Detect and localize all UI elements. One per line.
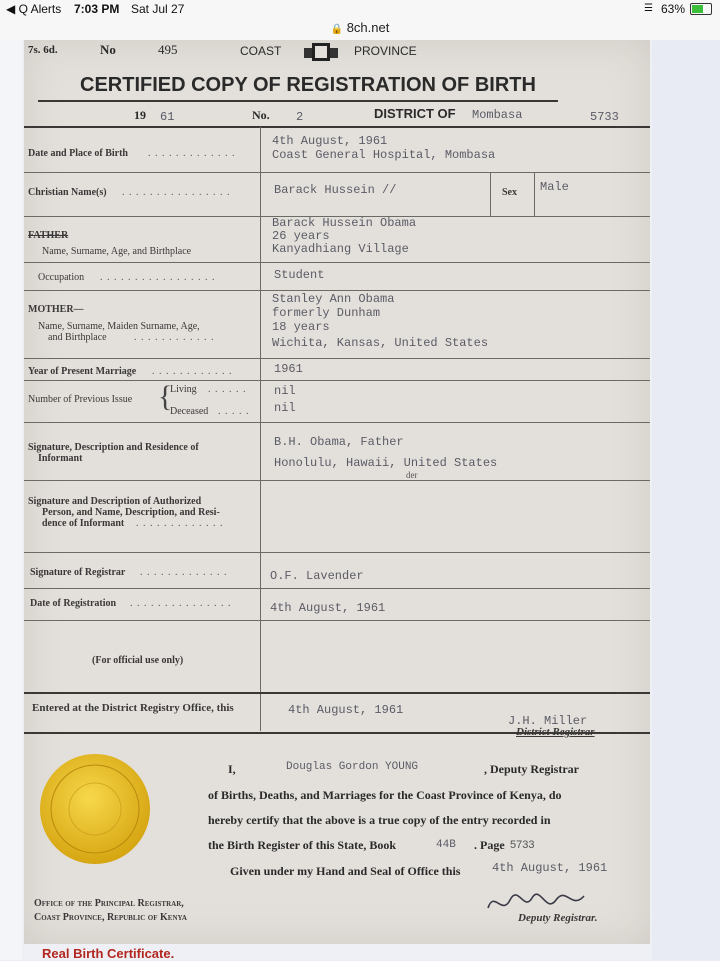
- mother-name: Stanley Ann Obama: [272, 292, 395, 306]
- lock-icon: 🔒: [330, 24, 344, 35]
- title-underline: [38, 100, 558, 102]
- father-name: Barack Hussein Obama: [272, 216, 417, 230]
- sex-label: Sex: [502, 187, 517, 198]
- row-rule: [24, 290, 650, 291]
- mother-maiden-name: formerly Dunham: [272, 306, 381, 320]
- authorized-label-2: Person, and Name, Description, and Resi-: [42, 507, 220, 518]
- right-margin: [652, 40, 720, 960]
- clock: 7:03 PM: [74, 2, 120, 16]
- entered-date: 4th August, 1961: [288, 703, 404, 717]
- registrar-signature: O.F. Lavender: [270, 569, 364, 583]
- district-value: Mombasa: [472, 108, 523, 122]
- leader-dots: . . . . . . . . . . . .: [152, 366, 233, 377]
- cert-line-4a: the Birth Register of this State, Book: [208, 838, 397, 852]
- previous-issue-label: Number of Previous Issue: [28, 394, 133, 405]
- mother-label: MOTHER—: [28, 304, 84, 315]
- battery-icon: [690, 3, 712, 15]
- mother-sub-label-1: Name, Surname, Maiden Surname, Age,: [38, 321, 200, 332]
- date: Sat Jul 27: [131, 2, 185, 16]
- year-prefix: 19: [134, 108, 146, 122]
- deceased-value: nil: [274, 401, 296, 415]
- header-rule: [24, 126, 650, 128]
- url-text: 8ch.net: [346, 20, 390, 35]
- living-label: Living: [170, 384, 197, 395]
- deputy-registrar-name: Douglas Gordon YOUNG: [286, 761, 419, 773]
- office-line-1: Office of the Principal Registrar,: [34, 898, 184, 909]
- informant-label-1: Signature, Description and Residence of: [28, 442, 199, 453]
- cert-i: I,: [228, 762, 236, 776]
- leader-dots: . . . . . . . . . . . . .: [140, 567, 228, 578]
- district-registrar-title: District Registrar: [516, 726, 595, 738]
- district-label: DISTRICT OF: [374, 106, 456, 121]
- mother-birthplace: Wichita, Kansas, United States: [272, 336, 489, 350]
- sex-divider: [490, 172, 491, 216]
- registrar-signature-label: Signature of Registrar: [30, 567, 126, 578]
- entered-label: Entered at the District Registry Office, this: [32, 702, 234, 714]
- province-left: COAST: [240, 44, 282, 58]
- informant-label-2: Informant: [38, 453, 83, 464]
- row-rule-strong: [24, 692, 650, 694]
- entry-no-label: No.: [252, 108, 270, 122]
- date-of-birth: 4th August, 1961: [272, 134, 388, 148]
- authorized-label-3: dence of Informant: [42, 518, 125, 529]
- cert-line-5: Given under my Hand and Seal of Office this: [230, 864, 461, 878]
- row-rule: [24, 422, 650, 423]
- row-rule: [24, 358, 650, 359]
- deputy-registrar-inline: , Deputy Registrar: [484, 762, 579, 776]
- wifi-icon: ☰: [644, 3, 653, 14]
- sex-value: Male: [540, 180, 569, 194]
- coat-of-arms-icon: [302, 40, 340, 64]
- marriage-year-label: Year of Present Marriage: [28, 366, 137, 377]
- certificate-number: 495: [158, 42, 178, 57]
- row-rule: [24, 620, 650, 621]
- leader-dots: . . . . . . . . . . . . .: [148, 148, 236, 159]
- christian-name: Barack Hussein //: [274, 183, 397, 197]
- informant-mark: der: [406, 470, 418, 480]
- brace: {: [158, 380, 173, 413]
- deceased-label: Deceased: [170, 406, 209, 417]
- office-line-2: Coast Province, Republic of Kenya: [34, 912, 187, 923]
- father-label: FATHER: [28, 230, 69, 241]
- left-margin: [0, 40, 22, 960]
- leader-dots: . . . . . . . . . . . . . . .: [130, 598, 232, 609]
- leader-dots: . . . . . . . . . . . . . . . .: [122, 187, 231, 198]
- number-symbol: No: [100, 42, 116, 57]
- registration-date-label: Date of Registration: [30, 598, 117, 609]
- informant-name: B.H. Obama, Father: [274, 435, 404, 449]
- column-divider: [260, 127, 261, 731]
- sex-value-divider: [534, 172, 535, 216]
- row-rule: [24, 588, 650, 589]
- row-rule: [24, 380, 650, 381]
- book-number: 44B: [436, 839, 456, 851]
- status-bar: [0, 0, 720, 18]
- price: 7s. 6d.: [28, 44, 58, 56]
- official-use-note: (For official use only): [92, 655, 184, 666]
- occupation: Student: [274, 268, 325, 282]
- father-age: 26 years: [272, 229, 330, 243]
- district-registrar-name: J.H. Miller: [508, 714, 588, 728]
- battery-percent: 63%: [661, 2, 686, 16]
- province-right: PROVINCE: [354, 44, 417, 58]
- url-bar[interactable]: [0, 18, 720, 41]
- certificate-title: CERTIFIED COPY OF REGISTRATION OF BIRTH: [80, 74, 536, 96]
- seal-date: 4th August, 1961: [492, 861, 608, 875]
- cert-line-4b: . Page: [474, 838, 505, 852]
- entry-no: 2: [296, 110, 304, 124]
- cert-line-2: of Births, Deaths, and Marriages for the Coast Province of Kenya, do: [208, 788, 562, 802]
- christian-name-label: Christian Name(s): [28, 187, 107, 198]
- deputy-signature-title: Deputy Registrar.: [518, 912, 598, 924]
- leader-dots: . . . . . . . . . . . .: [134, 332, 215, 343]
- row-rule: [24, 480, 650, 481]
- occupation-label: Occupation: [38, 272, 85, 283]
- mother-sub-label-2: and Birthplace: [48, 332, 107, 343]
- marriage-year: 1961: [274, 362, 303, 376]
- living-value: nil: [274, 384, 296, 398]
- row-rule: [24, 262, 650, 263]
- row-rule: [24, 172, 650, 173]
- row-rule: [24, 552, 650, 553]
- birth-certificate: [24, 40, 650, 944]
- corner-number: 5733: [590, 110, 619, 124]
- registration-date: 4th August, 1961: [270, 601, 386, 615]
- leader-dots: . . . . .: [218, 406, 250, 417]
- leader-dots: . . . . . .: [208, 384, 247, 395]
- page-number: 5733: [510, 839, 535, 851]
- cert-line-3: hereby certify that the above is a true copy of the entry recorded in: [208, 813, 551, 827]
- image-caption: Real Birth Certificate.: [42, 946, 175, 961]
- authorized-label-1: Signature and Description of Authorized: [28, 496, 202, 507]
- leader-dots: . . . . . . . . . . . . . . . . .: [100, 272, 216, 283]
- date-place-label: Date and Place of Birth: [28, 148, 128, 159]
- back-to-app-link[interactable]: ◀ Q Alerts: [6, 2, 62, 16]
- father-sub-label: Name, Surname, Age, and Birthplace: [42, 246, 192, 257]
- place-of-birth: Coast General Hospital, Mombasa: [272, 148, 496, 162]
- gold-seal-icon: [38, 752, 152, 866]
- mother-age: 18 years: [272, 320, 330, 334]
- leader-dots: . . . . . . . . . . . . .: [136, 518, 224, 529]
- informant-residence: Honolulu, Hawaii, United States: [274, 456, 498, 470]
- year-suffix: 61: [160, 110, 175, 124]
- father-birthplace: Kanyadhiang Village: [272, 242, 409, 256]
